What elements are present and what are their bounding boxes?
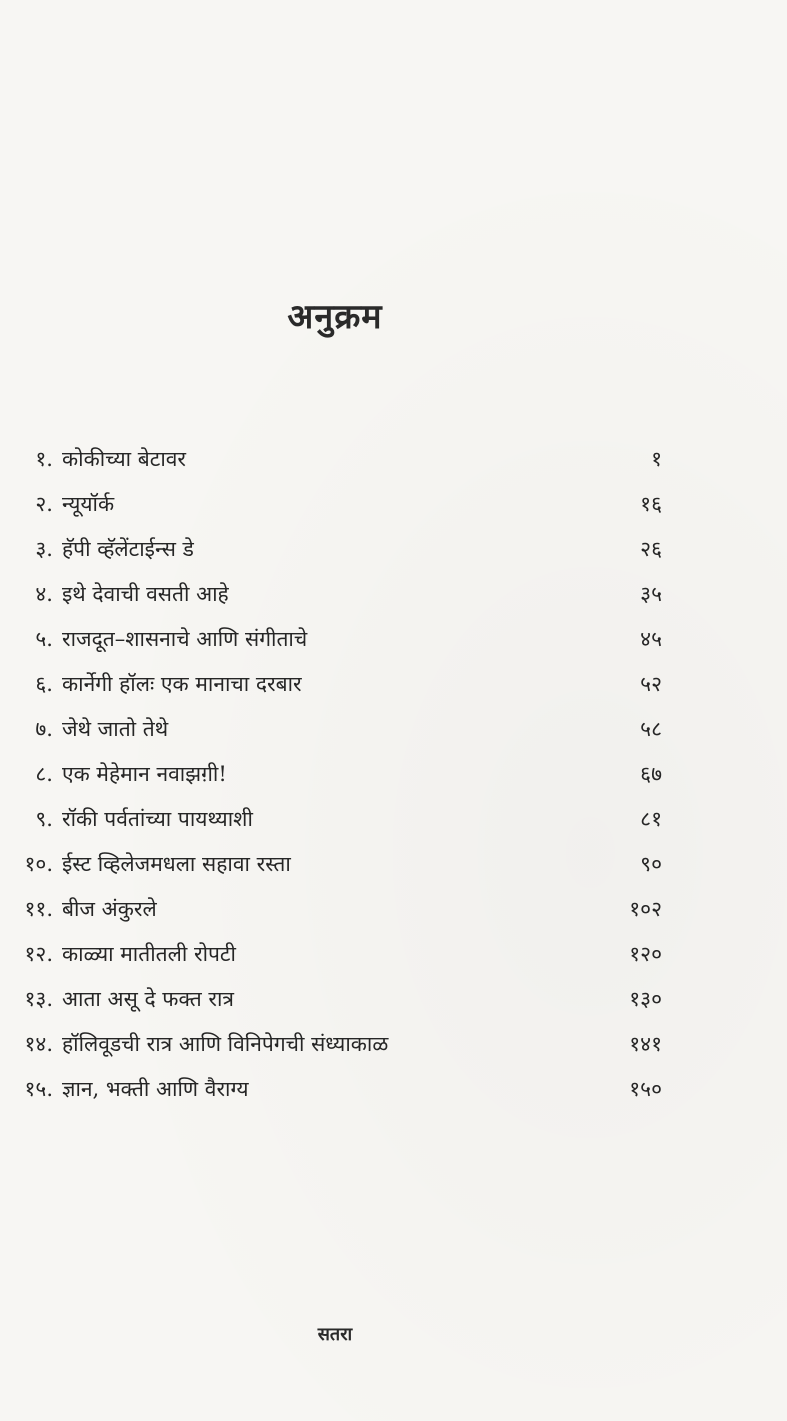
toc-entry-number: १०.	[24, 852, 53, 876]
toc-entry-title: कोकीच्या बेटावर	[62, 447, 187, 471]
toc-entry	[0, 527, 787, 572]
toc-entry-number: १४.	[24, 1032, 53, 1056]
toc-entry-number: ८.	[35, 762, 53, 786]
toc-entry-title: इथे देवाची वसती आहे	[62, 582, 229, 606]
toc-entry	[0, 752, 787, 797]
toc-entry-number: १२.	[24, 942, 53, 966]
toc-entry-page: १	[651, 447, 662, 471]
toc-entry-number: १.	[35, 447, 53, 471]
toc-entry-page: ५२	[640, 672, 662, 696]
toc-entry-title: आता असू दे फक्त रात्र	[62, 987, 234, 1011]
toc-entry-title: बीज अंकुरले	[62, 897, 157, 921]
toc-entry-title: राजदूत–शासनाचे आणि संगीताचे	[62, 627, 308, 651]
toc-entry-number: ४.	[35, 582, 53, 606]
toc-entry-page: ५८	[640, 717, 662, 741]
toc-entry	[0, 887, 787, 932]
toc-entry	[0, 482, 787, 527]
toc-entry-title: न्यूयॉर्क	[62, 492, 115, 516]
toc-entry-number: ६.	[35, 672, 53, 696]
toc-entry-page: ४५	[640, 627, 662, 651]
toc-entry-page: ३५	[640, 582, 662, 606]
toc-entry-title: एक मेहेमान नवाझग़ी!	[62, 762, 227, 786]
toc-entry-page: १५०	[629, 1077, 662, 1101]
toc-entry	[0, 662, 787, 707]
toc-entry-page: १३०	[629, 987, 662, 1011]
toc-list	[0, 437, 787, 1112]
toc-entry	[0, 617, 787, 662]
toc-entry-number: ११.	[24, 897, 53, 921]
toc-entry	[0, 932, 787, 977]
toc-entry-number: २.	[35, 492, 53, 516]
toc-entry	[0, 842, 787, 887]
toc-title: अनुक्रम	[287, 297, 383, 337]
toc-entry-title: जेथे जातो तेथे	[62, 717, 169, 741]
toc-entry	[0, 1067, 787, 1112]
toc-entry-title: रॉकी पर्वतांच्या पायथ्याशी	[62, 807, 253, 831]
toc-entry-page: ९०	[640, 852, 662, 876]
toc-entry	[0, 977, 787, 1022]
toc-entry	[0, 707, 787, 752]
toc-entry-page: १२०	[629, 942, 662, 966]
toc-entry-number: १५.	[24, 1077, 53, 1101]
toc-entry	[0, 797, 787, 842]
toc-entry-number: ३.	[35, 537, 53, 561]
toc-entry-number: ९.	[35, 807, 53, 831]
toc-entry-page: ६७	[640, 762, 662, 786]
toc-entry	[0, 1022, 787, 1067]
toc-entry-title: ज्ञान, भक्ती आणि वैराग्य	[62, 1077, 249, 1101]
toc-entry	[0, 437, 787, 482]
toc-entry-page: १०२	[629, 897, 662, 921]
toc-entry-title: हॉलिवूडची रात्र आणि विनिपेगची संध्याकाळ	[62, 1032, 389, 1056]
toc-entry	[0, 572, 787, 617]
toc-entry-page: २६	[640, 537, 662, 561]
toc-entry-title: ईस्ट व्हिलेजमधला सहावा रस्ता	[62, 852, 291, 876]
toc-entry-number: १३.	[24, 987, 53, 1011]
toc-entry-number: ७.	[35, 717, 53, 741]
toc-entry-page: १६	[640, 492, 662, 516]
toc-entry-page: ८१	[640, 807, 662, 831]
page-folio: सतरा	[317, 1324, 353, 1345]
toc-entry-title: हॅपी व्हॅलेंटाईन्स डे	[62, 537, 194, 561]
toc-entry-page: १४१	[629, 1032, 662, 1056]
toc-entry-title: कार्नेगी हॉलः एक मानाचा दरबार	[62, 672, 302, 696]
toc-entry-number: ५.	[35, 627, 53, 651]
toc-entry-title: काळ्या मातीतली रोपटी	[62, 942, 236, 966]
